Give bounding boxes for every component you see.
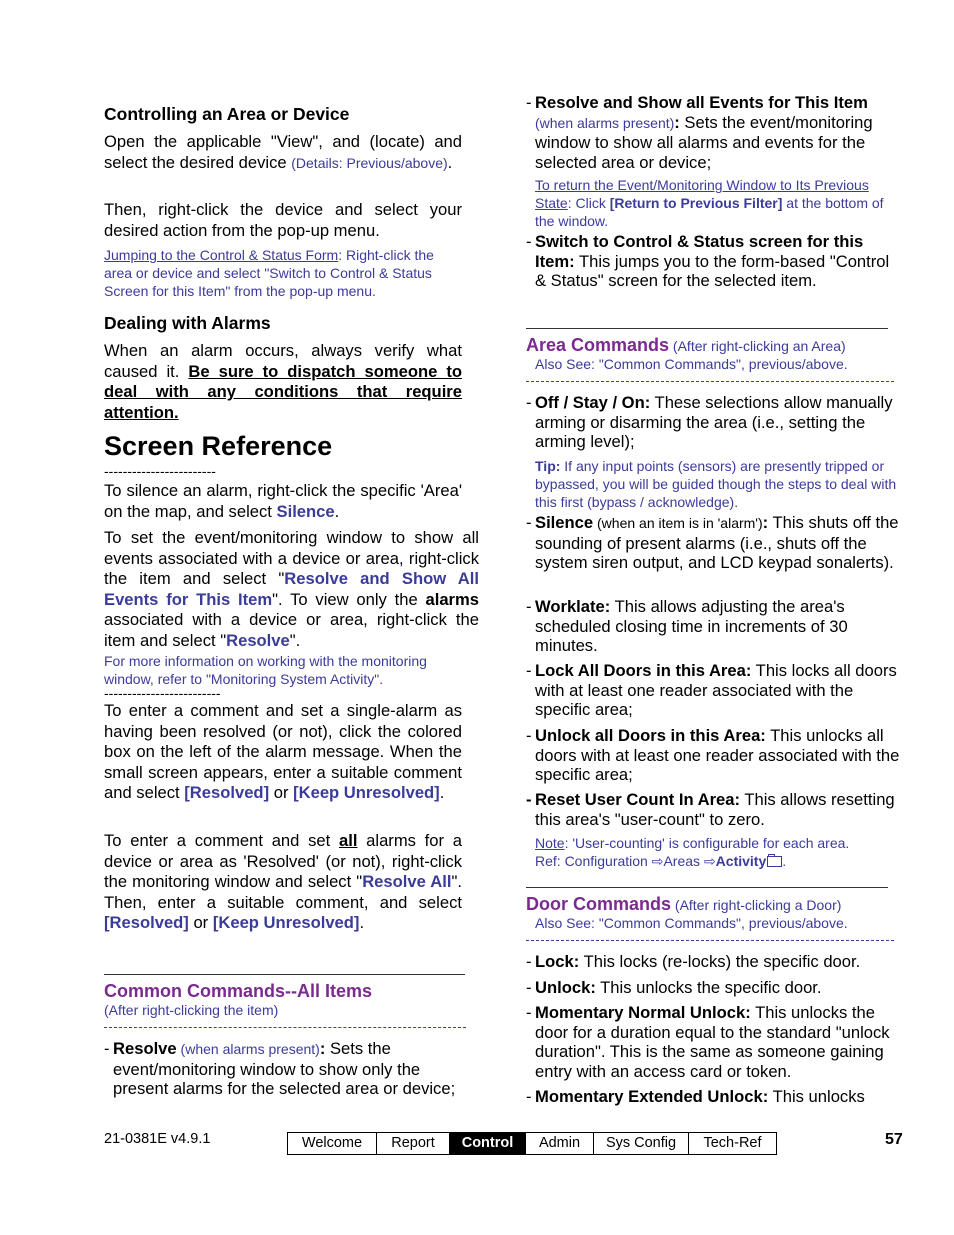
list-item-door-lock: - Lock: This locks (re-locks) the specific door. [526,952,861,971]
paragraph-control-1: Open the applicable "View", and (locate) and select the desired device (Details: Previous/above). [104,132,462,172]
door-also-see: Also See: "Common Commands", previous/above. [535,915,848,931]
nav-tab-tech-ref[interactable]: Tech-Ref [688,1133,776,1154]
nav-tab-admin[interactable]: Admin [525,1133,593,1154]
more-info-note: For more information on working with the monitoring window, refer to "Monitoring System Activity". [104,653,427,687]
dashes-1: ------------------------ [104,463,216,479]
dashes-2: ------------------------- [104,685,221,701]
divider-area [526,328,888,329]
paragraph-set-window: To set the event/monitoring window to show all events associated with a device or area, right-click the item and select "Resolve and Show All Events for This Item". To view only the alarms associated with a device or area, right-click the item and select "Resolve". [104,528,479,650]
paragraph-control-2: Then, right-click the device and select your desired action from the pop-up menu. [104,200,462,240]
common-subtitle: (After right-clicking the item) [104,1002,279,1018]
paragraph-resolve-all: To enter a comment and set all alarms for a device or area as 'Resolved' (or not), right-click the monitoring window and select "Resolve All". Then, enter a suitable comment, and select [Resolved] or [Keep Unresolved]. [104,831,463,933]
list-item-lock-all: - Lock All Doors in this Area: This locks all doors with at least one reader associated with the specific area; [526,661,897,720]
user-count-note: Note: 'User-counting' is configurable for each area. [535,835,850,851]
dashed-divider-common [104,1027,466,1028]
jump-link[interactable]: Jumping to the Control & Status Form [104,247,339,263]
list-item-momentary-normal: - Momentary Normal Unlock: This unlocks the door for a duration equal to the standard "unlock duration". This is the same as someone gaining entry with an access card or token. [526,1003,890,1081]
arrow-right-icon: ⇨ [651,853,664,869]
list-item-off-stay-on: - Off / Stay / On: These selections allow manually arming or disarming the area (i.e., setting the arming level); [526,393,893,452]
tip-note: Tip: If any input points (sensors) are presently tripped or bypassed, you will be guided though the steps to deal with this first (bypass / acknowledge). [535,458,897,510]
nav-bar [287,1132,777,1155]
dashed-divider-area [526,381,894,382]
nav-tab-report[interactable]: Report [376,1133,449,1154]
nav-tab-welcome[interactable]: Welcome [301,1135,363,1151]
jump-note: Jumping to the Control & Status Form: Right-click the area or device and select "Switch to Control & Status Screen for this Item" from the pop-up menu. [104,247,434,299]
heading-door-commands: Door Commands (After right-clicking a Door) [526,894,842,914]
page-number: 57 [885,1131,903,1148]
nav-tab-sys-config[interactable]: Sys Config [593,1133,688,1154]
note-link[interactable]: Note [535,835,565,851]
list-item-switch: - Switch to Control & Status screen for this Item: This jumps you to the form-based "Control & Status" screen for the selected item. [526,232,890,291]
paragraph-silence: To silence an alarm, right-click the specific 'Area' on the map, and select Silence. [104,481,462,521]
paragraph-alarms: When an alarm occurs, always verify what caused it. Be sure to dispatch someone to deal with any conditions that require attention. [104,341,462,422]
paragraph-comment: To enter a comment and set a single-alarm as having been resolved (or not), click the colored box on the left of the alarm message. When the small screen appears, enter a suitable comment and select [Resolved] or [Keep Unresolved]. [104,701,462,803]
list-item-silence: - Silence (when an item is in 'alarm'): This shuts off the sounding of present alarms (i.e., shuts off the system siren output, and LCD keypad sonalerts). [526,513,899,573]
return-note: To return the Event/Monitoring Window to Its Previous State: Click [Return to Previous Filter] at the bottom of the window. [535,177,884,229]
heading-common-commands: Common Commands--All Items [104,981,373,1001]
ref-line: Ref: Configuration ⇨Areas ⇨Activity . [535,853,787,869]
folder-icon [767,856,782,867]
heading-alarms: Dealing with Alarms [104,313,271,333]
dashed-divider-door [526,940,894,941]
heading-area-commands: Area Commands (After right-clicking an Area) [526,335,846,355]
nav-tab-control[interactable]: Control [449,1133,525,1154]
list-item-momentary-extended: - Momentary Extended Unlock: This unlocks [526,1087,865,1106]
heading-screen-reference: Screen Reference [104,431,333,461]
arrow-right-icon: ⇨ [703,853,716,869]
list-item-worklate: - Worklate: This allows adjusting the area's scheduled closing time in increments of 30 minutes. [526,597,848,656]
heading-controlling: Controlling an Area or Device [104,104,350,124]
list-item-resolve: - Resolve (when alarms present): Sets the event/monitoring window to show only the present alarms for the selected area or device; [104,1039,456,1099]
area-also-see: Also See: "Common Commands", previous/above. [535,356,848,372]
divider-common [104,974,465,975]
divider-door [526,887,888,888]
list-item-reset-count: - Reset User Count In Area: This allows resetting this area's "user-count" to zero. [526,790,895,829]
doc-id: 21-0381E v4.9.1 [104,1131,211,1147]
list-item-resolve-show: - Resolve and Show all Events for This Item (when alarms present): Sets the event/monitoring window to show all alarms and events for the selected area or device; [526,93,873,172]
list-item-door-unlock: - Unlock: This unlocks the specific door. [526,978,822,997]
list-item-unlock-all: - Unlock all Doors in this Area: This unlocks all doors with at least one reader associated with the specific area; [526,726,900,785]
return-link[interactable]: To return the Event/Monitoring Window to Its Previous State [535,177,869,211]
